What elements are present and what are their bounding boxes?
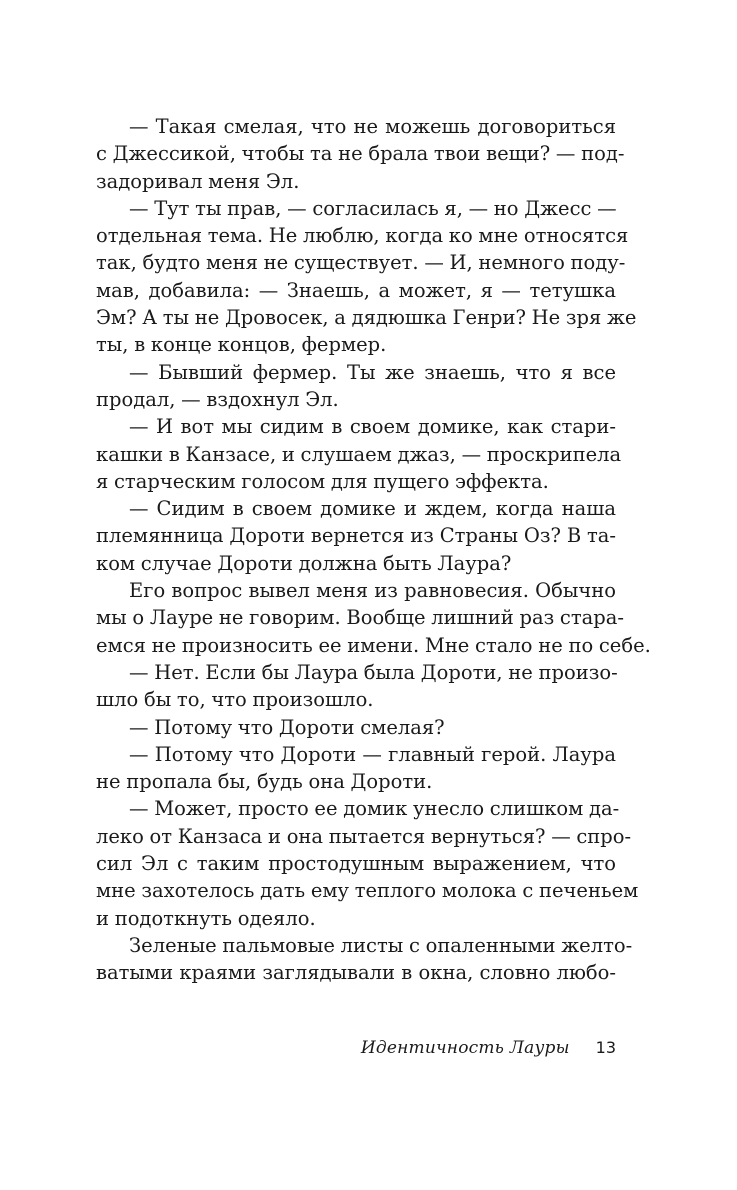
page-number: 13 <box>595 1038 616 1057</box>
text-line: — Потому что Дороти смелая? <box>129 715 445 739</box>
text-line: — Такая смелая, что не можешь договориться <box>129 115 616 138</box>
text-line: сил Эл с таким простодушным выражением, что <box>96 852 616 876</box>
page-footer <box>361 1038 616 1058</box>
text-line: ватыми краями заглядывали в окна, словно любо- <box>96 961 616 985</box>
text-line: Его вопрос вывел меня из равновесия. Обычно <box>129 579 616 603</box>
text-line: Зеленые пальмовые листы с опаленными желто- <box>129 933 633 957</box>
text-line: кашки в Канзасе, и слушаем джаз, — проскрипела <box>96 442 622 466</box>
text-line: — Нет. Если бы Лаура была Дороти, не произо- <box>129 660 618 684</box>
text-line: — Тут ты прав, — согласилась я, — но Джесс — <box>129 196 617 220</box>
text-line: продал, — вздохнул Эл. <box>96 387 339 411</box>
text-line: не пропала бы, будь она Дороти. <box>96 770 433 794</box>
text-line: отдельная тема. Не люблю, когда ко мне относятся <box>96 224 629 248</box>
text-line: и подоткнуть одеяло. <box>96 906 316 930</box>
text-line: я старческим голосом для пущего эффекта. <box>96 469 549 493</box>
text-line: леко от Канзаса и она пытается вернуться? — спро- <box>96 824 632 848</box>
running-title: Идентичность Лауры <box>360 1038 570 1058</box>
text-line: с Джессикой, чтобы та не брала твои вещи? — под- <box>96 142 625 166</box>
text-line: племянница Дороти вернется из Страны Оз? В та- <box>96 524 616 548</box>
text-line: задоривал меня Эл. <box>96 169 300 193</box>
text-line: — И вот мы сидим в своем домике, как стари- <box>129 415 616 439</box>
text-line: — Сидим в своем домике и ждем, когда наша <box>129 497 616 521</box>
text-line: мы о Лауре не говорим. Вообще лишний раз стара- <box>96 606 624 630</box>
text-line: мав, добавила: — Знаешь, а может, я — тетушка <box>96 278 616 302</box>
text-line: шло бы то, что произошло. <box>96 688 374 712</box>
body-text <box>96 113 651 987</box>
text-line: ком случае Дороти должна быть Лаура? <box>96 551 512 575</box>
text-line: мне захотелось дать ему теплого молока с печеньем <box>96 879 639 903</box>
text-line: — Может, просто ее домик унесло слишком да- <box>129 797 620 821</box>
text-line: — Потому что Дороти — главный герой. Лаура <box>129 742 616 766</box>
text-line: емся не произносить ее имени. Мне стало не по себе. <box>96 633 651 657</box>
text-line: так, будто меня не существует. — И, немного поду- <box>96 251 626 275</box>
text-line: ты, в конце концов, фермер. <box>96 333 387 357</box>
text-line: Эм? А ты не Дровосек, а дядюшка Генри? Не зря же <box>96 306 637 330</box>
text-line: — Бывший фермер. Ты же знаешь, что я все <box>129 360 616 384</box>
